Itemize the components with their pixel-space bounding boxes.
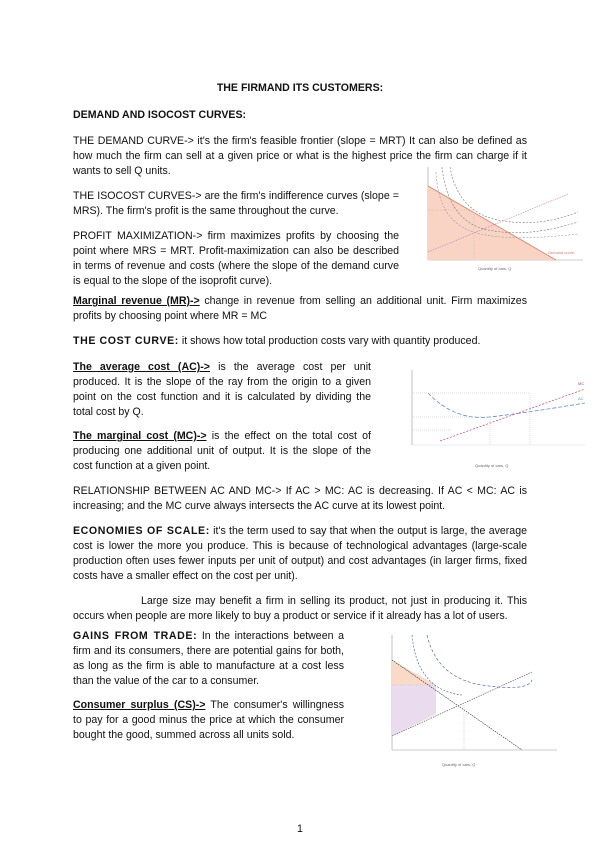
cost-curves-figure xyxy=(380,365,590,475)
demand-isoprofit-figure xyxy=(408,162,590,277)
demand-curve-text: it's the firm's feasible frontier (slope = MRT) It can also be defined as how much the firm can sell at a given price or what is the highest price the firm can charge if it wants to sell Q units. xyxy=(73,135,527,177)
marginal-revenue-term: Marginal revenue (MR)-> xyxy=(73,295,200,307)
relationship-paragraph: RELATIONSHIP BETWEEN AC AND MC-> If AC > MC: AC is decreasing. If AC < MC: AC is increasing; and the MC curve always intersects the AC curve at its lowest point. xyxy=(73,485,527,512)
economies-paragraph xyxy=(73,524,527,584)
ac-label: AC xyxy=(578,396,584,401)
gains-text: In the interactions between a firm and its consumers, there are potential gains for both, as long as the firm is able to manufacture at a cost less than the value of the car to a consumer. xyxy=(73,630,344,687)
marginal-cost-paragraph xyxy=(73,429,371,474)
consumer-surplus-paragraph xyxy=(73,698,344,743)
profit-max-text: firm maximizes profits by choosing the point where MRS = MRT. Profit-maximization can also be described in terms of revenue and costs (where the slope of the demand curve is equal to the slope of the isoprofit curve). xyxy=(73,230,399,287)
isocost-paragraph xyxy=(73,189,399,219)
ac-curve xyxy=(428,393,585,418)
fig1-xlabel: Quantity of cars, Q xyxy=(478,266,512,271)
isocost-term: THE ISOCOST CURVES-> xyxy=(73,190,202,202)
mc-label: MC xyxy=(578,381,585,386)
page-title: THE FIRMAND ITS CUSTOMERS: xyxy=(216,82,384,94)
fig3-xlabel: Quantity of cars, Q xyxy=(442,762,476,767)
isoprofit-curve-2 xyxy=(427,635,532,688)
economies-text: it's the term used to say that when the output is large, the average cost is lower the more you produce. This is because of technological advantages (large-scale production often uses fewer inputs per unit of output) and cost advantages (in larger firms, fixed costs have a smaller effect on the cost per unit). xyxy=(73,525,527,582)
marginal-revenue-text: change in revenue from selling an additional unit. Firm maximizes profits by choosing point where MR = MC xyxy=(73,295,527,322)
marginal-cost-text: is the effect on the total cost of producing one additional unit of output. It is the slope of the cost function at a given point. xyxy=(73,430,371,472)
economies-term: ECONOMIES OF SCALE: xyxy=(73,525,210,537)
demand-curve-term: THE DEMAND CURVE-> xyxy=(73,135,194,147)
marginal-revenue-paragraph xyxy=(73,294,527,324)
gains-from-trade-figure xyxy=(372,630,587,770)
gains-term: GAINS FROM TRADE: xyxy=(73,630,198,642)
consumer-surplus-text: The consumer's willingness to pay for a good minus the price at which the consumer bought the good, summed across all units sold. xyxy=(73,699,344,741)
producer-surplus-area xyxy=(392,685,436,736)
mc-curve xyxy=(440,389,585,441)
section-heading: DEMAND AND ISOCOST CURVES: xyxy=(73,109,247,121)
average-cost-text: is the average cost per unit produced. It is the slope of the ray from the origin to a given point on the cost function and it is calculated by dividing the total cost by Q. xyxy=(73,361,371,418)
gains-paragraph xyxy=(73,629,344,689)
isocost-text: are the firm's indifference curves (slope = MRS). The firm's profit is the same throughout the curve. xyxy=(73,190,399,217)
fig1-demand-label: Demand curve xyxy=(548,250,575,255)
fig2-xlabel: Quantity of cars, Q xyxy=(475,463,509,468)
consumer-surplus-area xyxy=(392,660,436,685)
cost-curve-paragraph xyxy=(73,334,527,349)
large-size-paragraph: Large size may benefit a firm in selling its product, not just in producing it. This occurs when people are more likely to buy a product or service if it already has a lot of users. xyxy=(73,595,527,622)
profit-max-term: PROFIT MAXIMIZATION-> xyxy=(73,230,203,242)
average-cost-term: The average cost (AC)-> xyxy=(73,361,210,373)
cost-curve-term: THE COST CURVE: xyxy=(73,335,179,347)
average-cost-paragraph xyxy=(73,360,371,420)
consumer-surplus-term: Consumer surplus (CS)-> xyxy=(73,699,206,711)
cost-curve-text: it shows how total production costs vary with quantity produced. xyxy=(178,335,481,347)
profit-max-paragraph xyxy=(73,229,399,289)
page-number: 1 xyxy=(297,823,303,835)
marginal-cost-term: The marginal cost (MC)-> xyxy=(73,430,207,442)
